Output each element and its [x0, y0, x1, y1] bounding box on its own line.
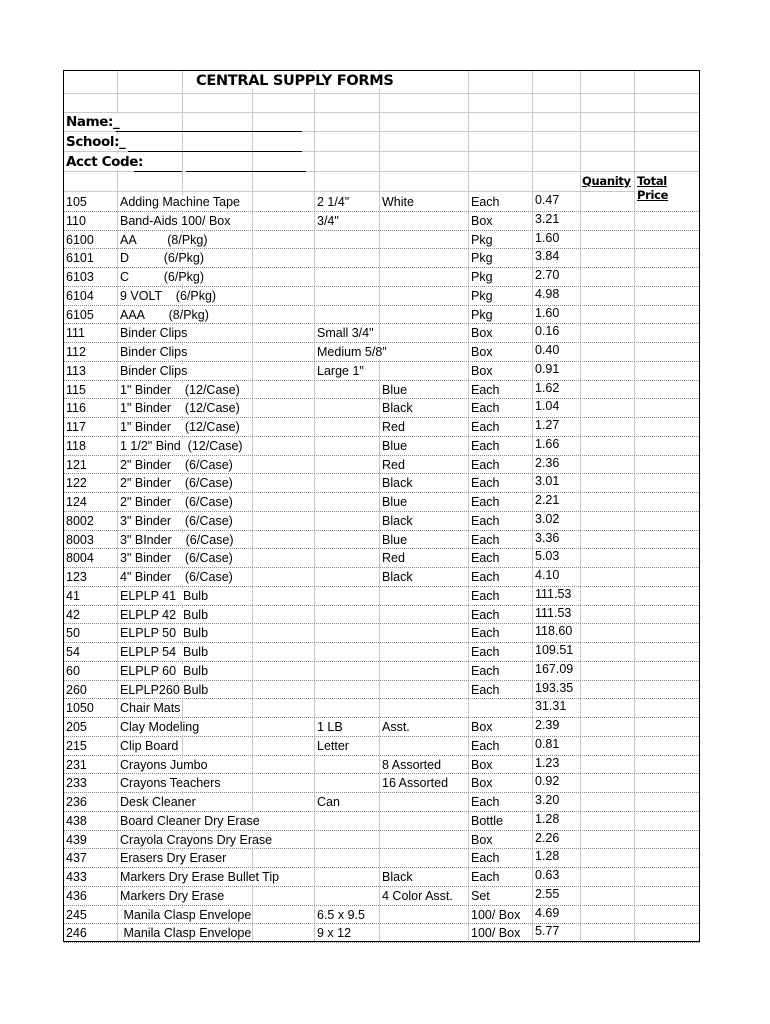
table-row — [64, 756, 699, 775]
item-price: 118.60 — [535, 624, 573, 639]
table-row — [64, 249, 699, 268]
table-row — [64, 268, 699, 287]
item-code: 105 — [66, 195, 87, 209]
item-size: 3/4" — [317, 213, 339, 228]
item-code: 115 — [66, 382, 86, 397]
item-code: 215 — [66, 738, 87, 753]
item-color: Red — [382, 457, 405, 472]
item-description: 9 VOLT (6/Pkg) — [120, 288, 217, 303]
item-unit: Pkg — [471, 270, 493, 284]
item-description: Band-Aids 100/ Box — [120, 213, 231, 228]
item-description: 3" Binder (6/Case) — [120, 513, 233, 528]
item-price: 0.40 — [535, 343, 560, 357]
item-unit: Box — [471, 363, 493, 378]
item-description: ELPLP 41 Bulb — [120, 588, 209, 603]
item-code: 124 — [66, 495, 87, 509]
item-size: Large 1" — [317, 363, 364, 378]
item-unit: Each — [471, 738, 500, 753]
item-unit: Each — [471, 513, 500, 528]
item-price: 3.36 — [535, 530, 560, 545]
table-row — [64, 662, 699, 681]
item-description: Crayons Teachers — [120, 776, 221, 791]
item-code: 6103 — [66, 270, 94, 284]
item-description: ELPLP 42 Bulb — [120, 607, 209, 622]
table-row — [64, 737, 699, 756]
item-unit: Bottle — [471, 813, 503, 828]
item-code: 233 — [66, 776, 87, 791]
item-code: 439 — [66, 832, 87, 847]
item-price: 3.21 — [535, 211, 560, 226]
item-description: 3" Binder (6/Case) — [120, 551, 233, 566]
item-price: 2.26 — [535, 830, 560, 845]
supply-form-sheet — [63, 70, 700, 942]
item-price: 109.51 — [535, 643, 574, 657]
item-unit: Each — [471, 607, 500, 622]
item-description: ELPLP 50 Bulb — [120, 626, 209, 641]
item-code: 205 — [66, 720, 87, 734]
table-row — [64, 831, 699, 850]
item-description: Markers Dry Erase — [120, 888, 225, 903]
item-price: 2.55 — [535, 886, 560, 901]
item-size: 1 LB — [317, 720, 343, 734]
item-price: 2.39 — [535, 718, 560, 732]
item-code: 6104 — [66, 288, 94, 303]
item-unit: Pkg — [471, 307, 493, 322]
item-price: 1.60 — [535, 305, 560, 320]
item-code: 436 — [66, 888, 87, 903]
item-code: 41 — [66, 588, 80, 603]
item-unit: Each — [471, 551, 500, 566]
item-size: Can — [317, 795, 340, 809]
table-row — [64, 324, 699, 343]
item-unit: 100/ Box — [471, 907, 521, 922]
item-code: 437 — [66, 851, 87, 866]
item-description: AA (8/Pkg) — [120, 232, 208, 247]
item-code: 54 — [66, 645, 80, 659]
item-unit: Box — [471, 832, 493, 847]
item-code: 117 — [66, 420, 86, 434]
item-price: 1.28 — [535, 811, 560, 826]
table-row — [64, 812, 699, 831]
school-field-line[interactable] — [128, 151, 302, 152]
item-unit: Box — [471, 326, 493, 341]
item-description: Binder Clips — [120, 363, 188, 378]
item-code: 246 — [66, 926, 87, 941]
item-code: 60 — [66, 663, 80, 678]
table-row — [64, 793, 699, 812]
item-unit: Each — [471, 195, 500, 209]
item-unit: Each — [471, 626, 500, 641]
item-code: 42 — [66, 607, 80, 622]
item-unit: Box — [471, 720, 493, 734]
item-price: 3.01 — [535, 474, 560, 489]
item-price: 3.20 — [535, 793, 560, 807]
item-code: 1050 — [66, 701, 94, 716]
item-color: Asst. — [382, 720, 410, 734]
item-description: 1 1/2" Bind (12/Case) — [120, 438, 243, 453]
item-description: Manila Clasp Envelope — [120, 907, 252, 922]
item-description: Board Cleaner Dry Erase — [120, 813, 260, 828]
table-row — [64, 718, 699, 737]
item-price: 2.36 — [535, 455, 560, 470]
item-code: 111 — [66, 326, 86, 341]
item-unit: Each — [471, 495, 500, 509]
table-row — [64, 399, 699, 418]
item-code: 112 — [66, 345, 86, 359]
item-code: 6105 — [66, 307, 94, 322]
item-code: 113 — [66, 363, 86, 378]
item-unit: Each — [471, 420, 500, 434]
item-unit: Each — [471, 663, 500, 678]
item-price: 0.91 — [535, 361, 560, 376]
table-row — [64, 849, 699, 868]
item-description: Crayons Jumbo — [120, 757, 208, 772]
item-description: ELPLP260 Bulb — [120, 682, 209, 697]
item-price: 167.09 — [535, 661, 574, 676]
item-price: 0.63 — [535, 868, 560, 882]
table-row — [64, 624, 699, 643]
item-unit: Pkg — [471, 232, 493, 247]
item-unit: Box — [471, 213, 493, 228]
item-code: 121 — [66, 457, 87, 472]
item-color: Black — [382, 401, 413, 416]
item-code: 8002 — [66, 513, 94, 528]
table-row — [64, 699, 699, 718]
item-description: Adding Machine Tape — [120, 195, 240, 209]
item-color: Blue — [382, 495, 408, 509]
item-color: Black — [382, 570, 413, 584]
item-unit: 100/ Box — [471, 926, 521, 941]
item-description: 1" Binder (12/Case) — [120, 420, 240, 434]
table-row — [64, 474, 699, 493]
table-row — [64, 531, 699, 550]
item-description: Crayola Crayons Dry Erase — [120, 832, 273, 847]
table-row — [64, 774, 699, 793]
item-price: 1.66 — [535, 436, 560, 451]
item-description: Manila Clasp Envelope — [120, 926, 252, 941]
acct-code-field-line-1[interactable] — [134, 171, 182, 172]
item-unit: Each — [471, 457, 500, 472]
item-size: Letter — [317, 738, 349, 753]
item-code: 116 — [66, 401, 86, 416]
item-price: 2.21 — [535, 493, 560, 507]
item-price: 3.02 — [535, 511, 560, 526]
item-price: 111.53 — [535, 586, 572, 601]
item-color: 8 Assorted — [382, 757, 442, 772]
table-row — [64, 362, 699, 381]
item-description: Markers Dry Erase Bullet Tip — [120, 870, 280, 884]
item-code: 6100 — [66, 232, 94, 247]
table-row — [64, 193, 699, 212]
item-color: 16 Assorted — [382, 776, 449, 791]
table-row — [64, 231, 699, 250]
table-row — [64, 456, 699, 475]
acct-code-field-line-2[interactable] — [186, 171, 306, 172]
item-unit: Each — [471, 570, 500, 584]
item-code: 123 — [66, 570, 87, 584]
table-row — [64, 643, 699, 662]
table-row — [64, 906, 699, 925]
item-unit: Each — [471, 870, 500, 884]
school-label: School:_ — [66, 134, 126, 150]
item-unit: Each — [471, 851, 500, 866]
table-row — [64, 381, 699, 400]
table-row — [64, 343, 699, 362]
table-row — [64, 306, 699, 325]
item-code: 245 — [66, 907, 87, 922]
item-color: Black — [382, 513, 413, 528]
item-color: Blue — [382, 382, 408, 397]
item-code: 260 — [66, 682, 87, 697]
item-unit: Pkg — [471, 288, 493, 303]
item-price: 0.16 — [535, 324, 560, 339]
name-label: Name:_ — [66, 114, 120, 130]
item-description: 2" Binder (6/Case) — [120, 495, 233, 509]
table-row — [64, 681, 699, 700]
item-price: 0.47 — [535, 193, 560, 207]
item-unit: Each — [471, 645, 500, 659]
item-price: 1.62 — [535, 380, 560, 395]
item-color: Black — [382, 870, 413, 884]
item-description: 1" Binder (12/Case) — [120, 382, 240, 397]
item-color: Black — [382, 476, 413, 491]
table-row — [64, 493, 699, 512]
item-price: 0.81 — [535, 736, 560, 751]
name-field-line[interactable] — [116, 131, 302, 132]
item-code: 433 — [66, 870, 87, 884]
item-code: 6101 — [66, 251, 94, 266]
item-description: Clay Modeling — [120, 720, 200, 734]
item-price: 1.27 — [535, 418, 560, 432]
item-description: 2" Binder (6/Case) — [120, 457, 233, 472]
table-row — [64, 568, 699, 587]
item-size: Small 3/4" — [317, 326, 374, 341]
item-unit: Set — [471, 888, 490, 903]
item-color: Red — [382, 420, 405, 434]
item-price: 3.84 — [535, 249, 560, 264]
item-price: 1.28 — [535, 849, 560, 864]
item-unit: Each — [471, 532, 500, 547]
item-price: 111.53 — [535, 605, 572, 620]
table-row — [64, 287, 699, 306]
total-price-column-header: Total Price — [637, 174, 699, 202]
item-color: Blue — [382, 532, 408, 547]
item-size: Medium 5/8" — [317, 345, 387, 359]
item-price: 1.23 — [535, 755, 560, 770]
item-description: 2" Binder (6/Case) — [120, 476, 233, 491]
item-description: 4" Binder (6/Case) — [120, 570, 233, 584]
item-unit: Each — [471, 588, 500, 603]
item-price: 4.69 — [535, 905, 560, 920]
item-size: 9 x 12 — [317, 926, 352, 941]
table-row — [64, 587, 699, 606]
item-unit: Box — [471, 757, 493, 772]
item-price: 5.77 — [535, 924, 560, 939]
item-code: 8004 — [66, 551, 94, 566]
item-price: 1.60 — [535, 230, 560, 245]
item-code: 8003 — [66, 532, 94, 547]
table-row — [64, 924, 699, 943]
item-unit: Each — [471, 795, 500, 809]
item-code: 236 — [66, 795, 87, 809]
table-row — [64, 418, 699, 437]
supply-items-table — [64, 193, 699, 943]
item-code: 110 — [66, 213, 86, 228]
item-description: ELPLP 60 Bulb — [120, 663, 209, 678]
item-description: Binder Clips — [120, 345, 188, 359]
item-description: 1" Binder (12/Case) — [120, 401, 240, 416]
item-price: 0.92 — [535, 774, 560, 789]
item-unit: Pkg — [471, 251, 493, 266]
table-row — [64, 437, 699, 456]
item-description: 3" BInder (6/Case) — [120, 532, 234, 547]
item-price: 193.35 — [535, 680, 574, 695]
item-code: 118 — [66, 438, 86, 453]
item-size: 6.5 x 9.5 — [317, 907, 365, 922]
item-price: 2.70 — [535, 268, 560, 282]
item-price: 5.03 — [535, 549, 560, 564]
item-unit: Each — [471, 682, 500, 697]
quantity-column-header: Quanity — [582, 174, 631, 188]
item-description: Desk Cleaner — [120, 795, 196, 809]
table-row — [64, 212, 699, 231]
table-row — [64, 606, 699, 625]
item-description: Binder Clips — [120, 326, 188, 341]
item-color: White — [382, 195, 414, 209]
item-description: D (6/Pkg) — [120, 251, 205, 266]
item-price: 4.10 — [535, 568, 560, 582]
item-unit: Each — [471, 382, 500, 397]
item-color: 4 Color Asst. — [382, 888, 453, 903]
form-title: CENTRAL SUPPLY FORMS — [196, 73, 394, 89]
item-color: Blue — [382, 438, 408, 453]
item-description: AAA (8/Pkg) — [120, 307, 209, 322]
item-unit: Each — [471, 401, 500, 416]
table-row — [64, 549, 699, 568]
item-price: 1.04 — [535, 399, 560, 414]
table-row — [64, 868, 699, 887]
item-description: Chair Mats — [120, 701, 181, 716]
item-description: C (6/Pkg) — [120, 270, 205, 284]
item-description: ELPLP 54 Bulb — [120, 645, 209, 659]
acct-code-label: Acct Code: — [66, 154, 144, 170]
table-row — [64, 512, 699, 531]
table-row — [64, 887, 699, 906]
item-code: 122 — [66, 476, 87, 491]
item-unit: Box — [471, 776, 493, 791]
item-unit: Each — [471, 438, 500, 453]
item-size: 2 1/4" — [317, 195, 350, 209]
item-unit: Box — [471, 345, 493, 359]
item-price: 4.98 — [535, 286, 560, 301]
item-price: 31.31 — [535, 699, 567, 714]
item-unit: Each — [471, 476, 500, 491]
item-description: Clip Board — [120, 738, 179, 753]
item-color: Red — [382, 551, 405, 566]
item-code: 438 — [66, 813, 87, 828]
item-code: 231 — [66, 757, 87, 772]
item-code: 50 — [66, 626, 80, 641]
item-description: Erasers Dry Eraser — [120, 851, 227, 866]
